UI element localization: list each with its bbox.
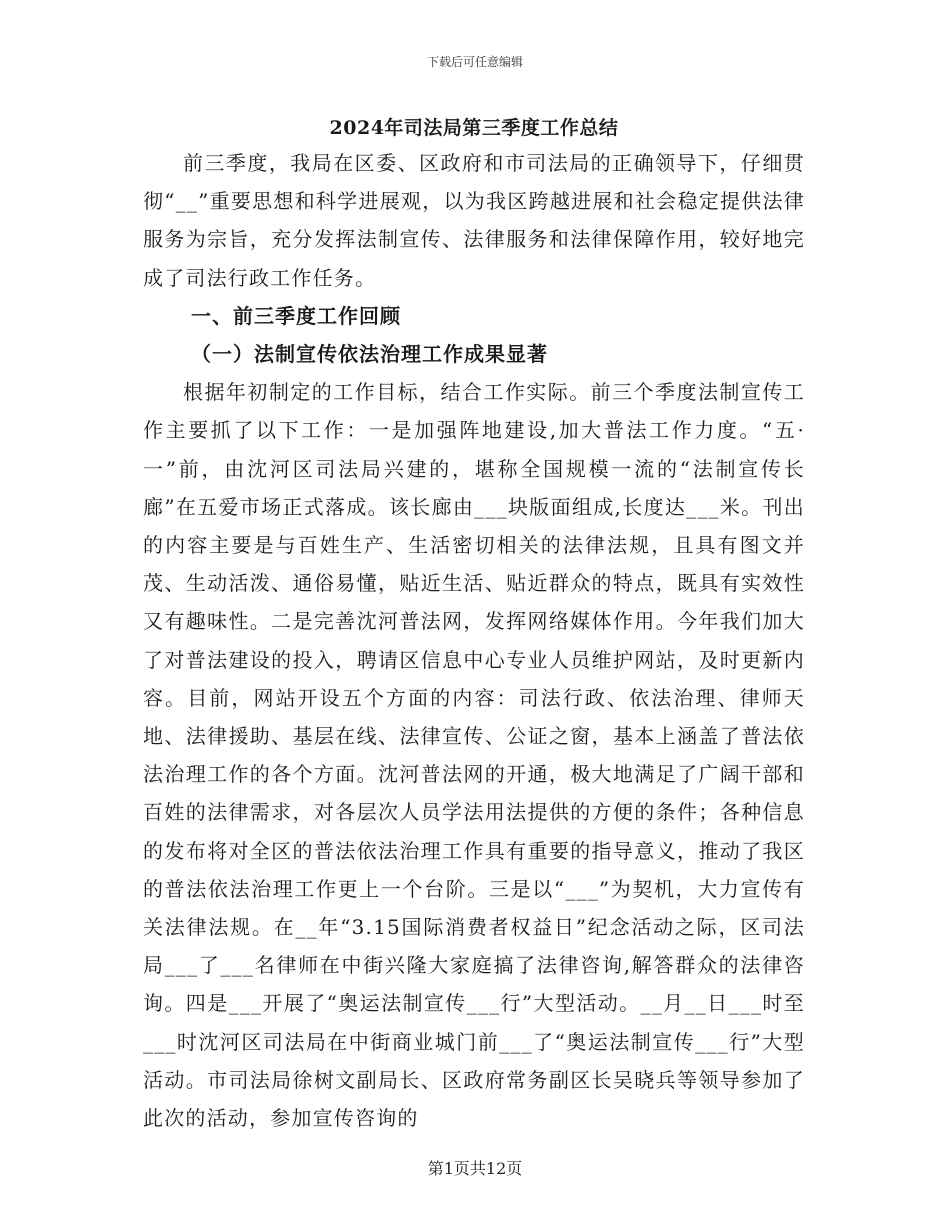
page-footer-number: 第1页共12页 <box>427 1159 523 1178</box>
page-header-note: 下载后可任意编辑 <box>426 55 523 69</box>
intro-paragraph: 前三季度，我局在区委、区政府和市司法局的正确领导下，仔细贯彻“__”重要思想和科学进展观，以为我区跨越进展和社会稳定提供法律服务为宗旨，充分发挥法制宣传、法律服务和法律保障作用，较好地完成了司法行政工作任务。 <box>143 151 805 290</box>
body-paragraph: 根据年初制定的工作目标，结合工作实际。前三个季度法制宣传工作主要抓了以下工作：一是加强阵地建设,加大普法工作力度。“五·一”前，由沈河区司法局兴建的，堪称全国规模一流的“法制宣传长廊”在五爱市场正式落成。该长廊由___块版面组成,长度达___米。刊出的内容主要是与百姓生产、生活密切相关的法律法规，且具有图文并茂、生动活泼、通俗易懂，贴近生活、贴近群众的特点，既具有实效性又有趣味性。二是完善沈河普法网，发挥网络媒体作用。今年我们加大了对普法建设的投入，聘请区信息中心专业人员维护网站，及时更新内容。目前，网站开设五个方面的内容：司法行政、依法治理、律师天地、法律援助、基层在线、法律宣传、公证之窗，基本上涵盖了普法依法治理工作的各个方面。沈河普法网的开通，极大地满足了广阔干部和百姓的法律需求，对各层次人员学法用法提供的方便的条件；各种信息的发布将对全区的普法依法治理工作具有重要的指导意义，推动了我区的普法依法治理工作更上一个台阶。三是以“___”为契机，大力宣传有关法律法规。在__年“3.15国际消费者权益日”纪念活动之际，区司法局___了___名律师在中街兴隆大家庭搞了法律咨询,解答群众的法律咨询。四是___开展了“奥运法制宣传___行”大型活动。__月__日___时至___时沈河区司法局在中街商业城门前___了“奥运法制宣传___行”大型活动。市司法局徐树文副局长、区政府常务副区长吴晓兵等领导参加了此次的活动，参加宣传咨询的 <box>143 380 805 1131</box>
document-title: 2024年司法局第三季度工作总结 <box>329 117 619 139</box>
section-heading: 一、前三季度工作回顾 <box>191 303 401 328</box>
document-body <box>143 112 805 1137</box>
subsection-heading: （一）法制宣传依法治理工作成果显著 <box>191 342 548 367</box>
